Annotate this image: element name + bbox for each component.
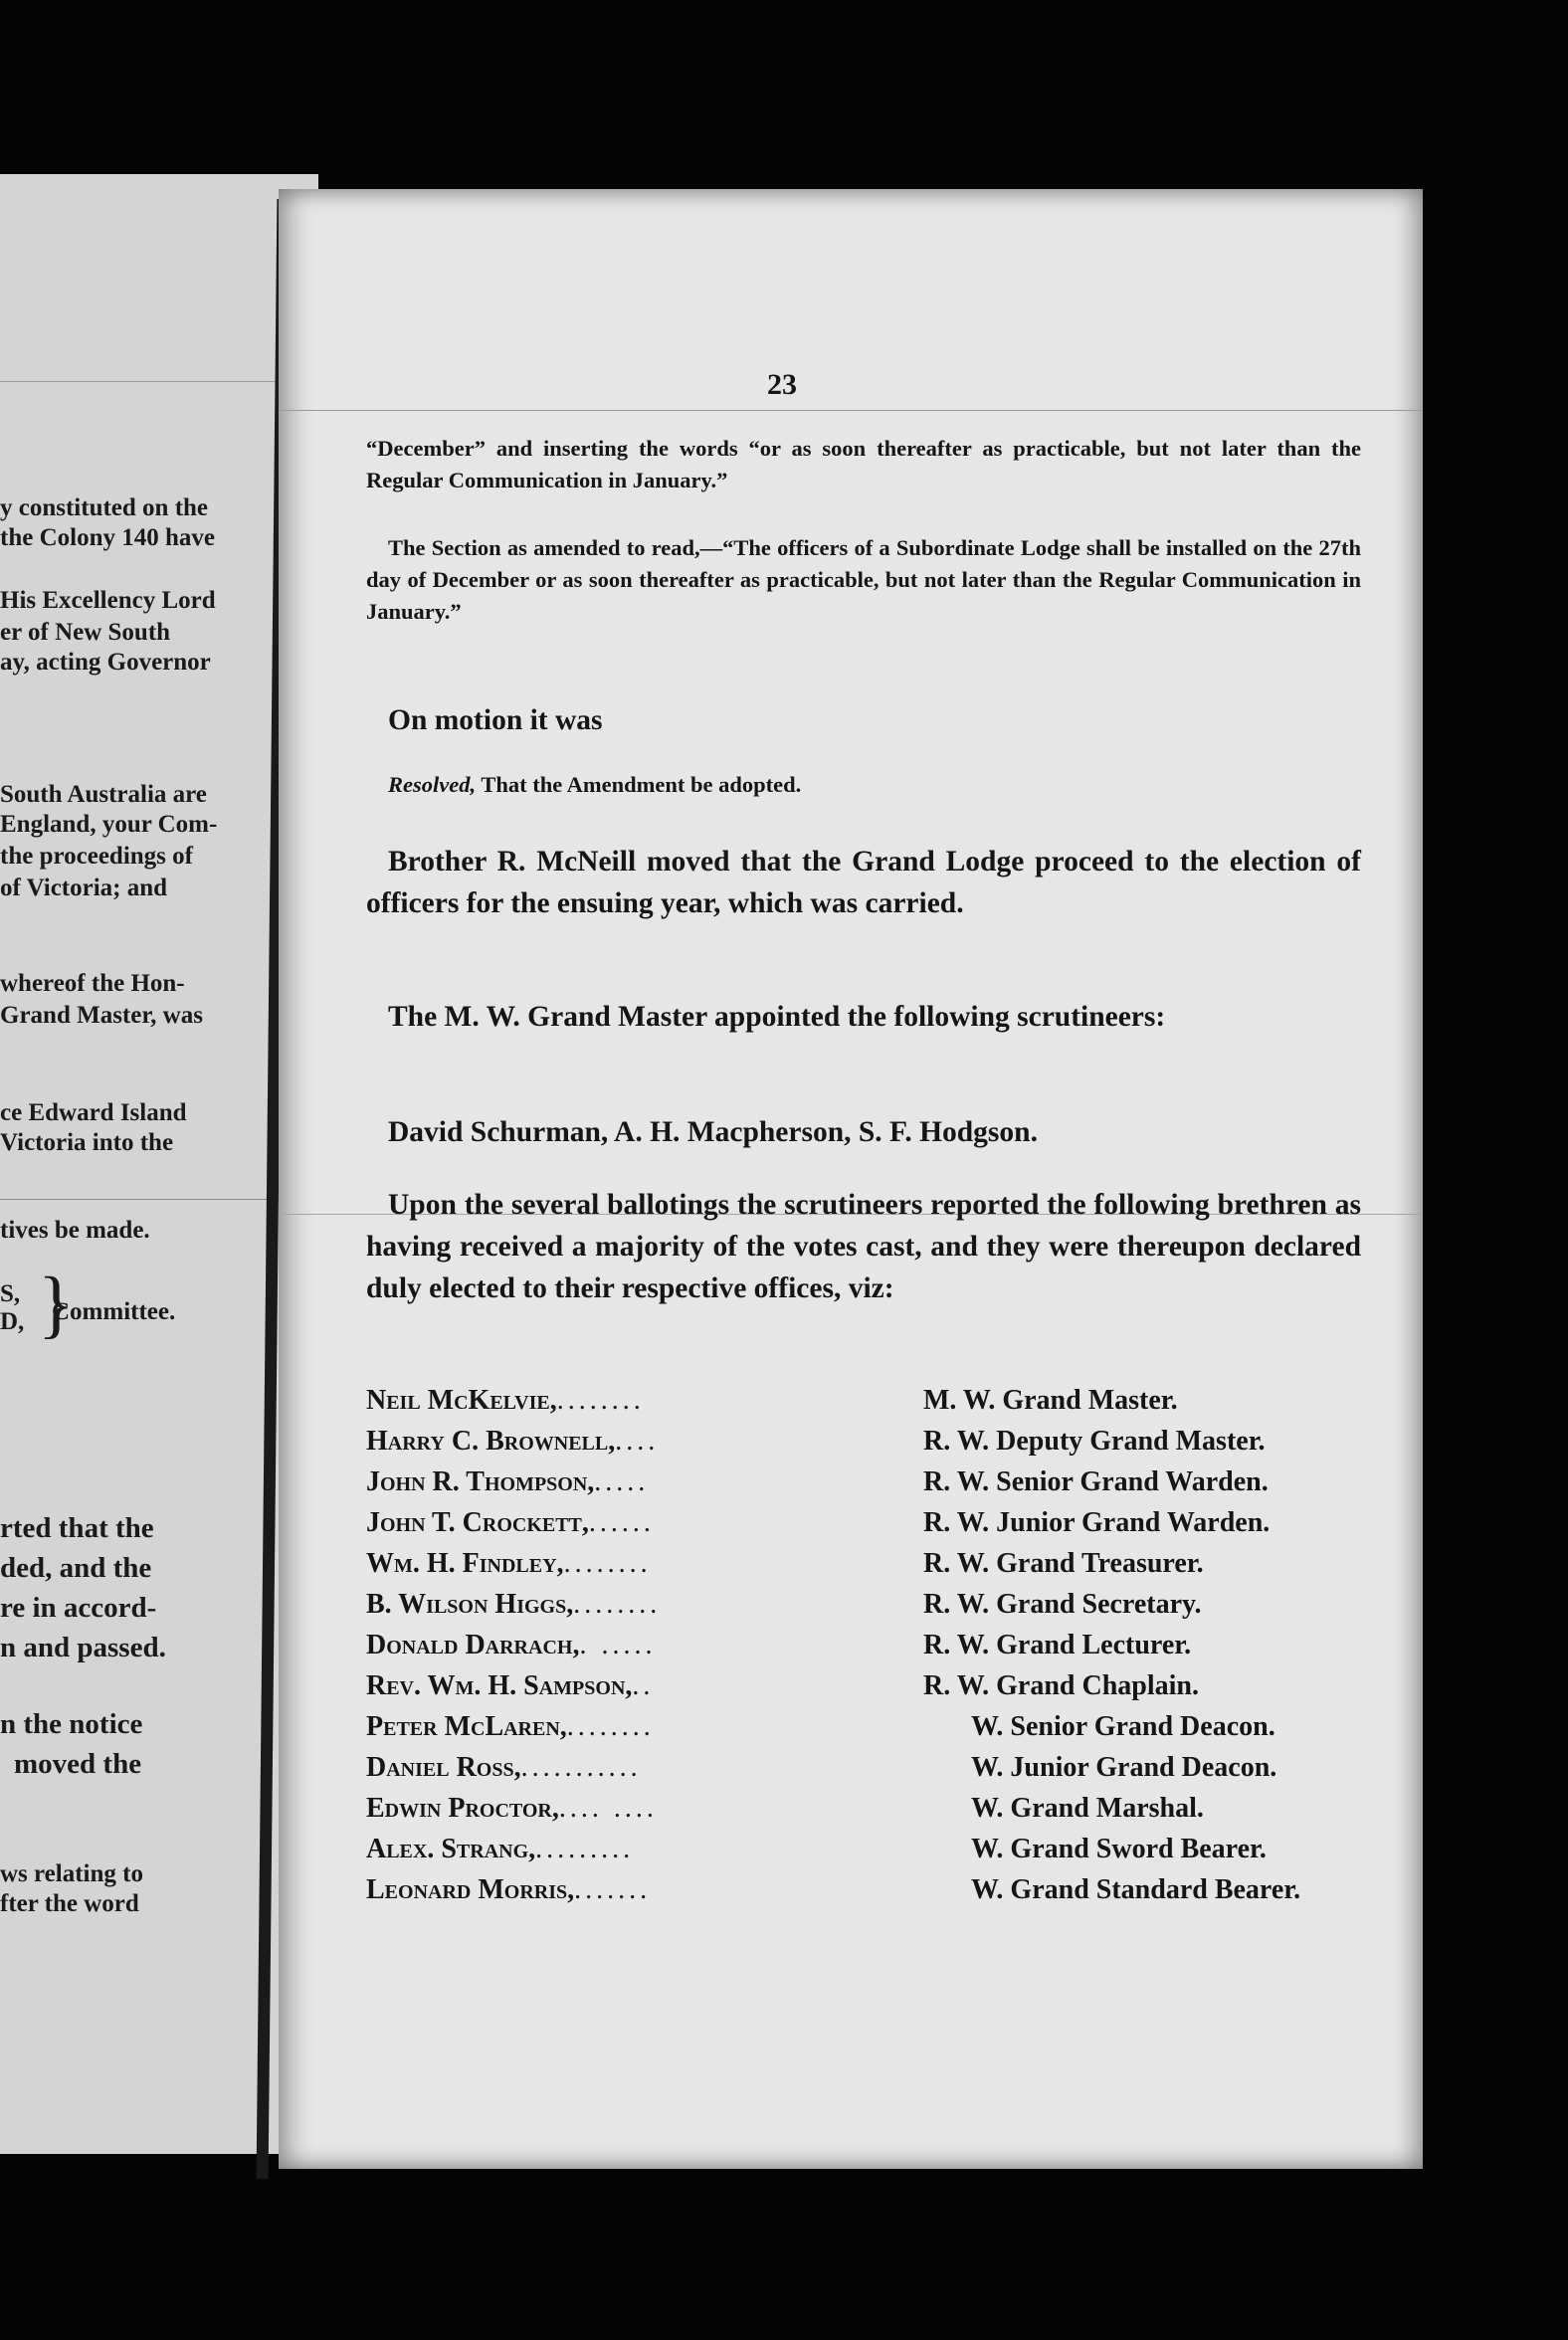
officer-title: R. W. Grand Secretary.: [923, 1589, 1202, 1620]
officer-row: [366, 1834, 1361, 1874]
leader-dots: ........: [573, 1589, 662, 1620]
left-page-line: of Victoria; and: [0, 875, 168, 901]
leader-dots: ........: [556, 1385, 645, 1416]
left-page-line: rted that the: [0, 1512, 154, 1544]
left-page-line: S,: [0, 1280, 21, 1307]
officer-name: John T. Crockett,: [366, 1507, 589, 1538]
left-page-line: n the notice: [0, 1708, 143, 1740]
leader-dots: ...........: [520, 1752, 642, 1783]
leader-dots: . .....: [579, 1630, 657, 1660]
leader-dots: .........: [535, 1834, 635, 1864]
paragraph-ballot-results: Upon the several ballotings the scrutineers reported the following brethren as having received a majority of the votes cast, and they were thereupon declared duly elected to their respective offices, viz:: [366, 1189, 1361, 1304]
paragraph-section-amended: The Section as amended to read,—“The officers of a Subordinate Lodge shall be installed on the 27th day of December or as soon thereafter as practicable, but not later than the Regular Communication in January.”: [366, 535, 1361, 624]
officer-name: Neil McKelvie,: [366, 1385, 557, 1416]
left-page-line: the Colony 140 have: [0, 524, 215, 551]
paragraph-election-motion: Brother R. McNeill moved that the Grand Lodge proceed to the election of officers for the ensuing year, which was carried.: [366, 846, 1361, 919]
header-rule: [279, 410, 1423, 411]
officer-title: W. Grand Marshal.: [971, 1793, 1204, 1824]
page-number: 23: [767, 368, 797, 401]
left-page-line: y constituted on the: [0, 494, 209, 521]
officer-title: R. W. Junior Grand Warden.: [923, 1507, 1271, 1538]
paragraph-amendment-text: “December” and inserting the words “or as soon thereafter as practicable, but not later than the Regular Communication in January.”: [366, 436, 1361, 492]
officer-row: [366, 1385, 1361, 1426]
paragraph-scrutineers: The M. W. Grand Master appointed the following scrutineers:: [388, 1001, 1166, 1033]
resolved-text: That the Amendment be adopted.: [476, 772, 802, 797]
officer-row: [366, 1466, 1361, 1507]
left-page-line: ce Edward Island: [0, 1099, 187, 1126]
officer-name: Alex. Strang,: [366, 1834, 536, 1864]
officer-name: B. Wilson Higgs,: [366, 1589, 574, 1620]
officer-title: W. Grand Standard Bearer.: [971, 1874, 1301, 1905]
officer-name: Harry C. Brownell,: [366, 1426, 616, 1457]
officer-row: [366, 1589, 1361, 1630]
paragraph-scrutineer-names: David Schurman, A. H. Macpherson, S. F. Hodgson.: [388, 1116, 1038, 1148]
left-page-line: n and passed.: [0, 1632, 166, 1663]
officer-name: Rev. Wm. H. Sampson,: [366, 1670, 633, 1701]
officer-row: [366, 1793, 1361, 1834]
resolved-label: Resolved,: [388, 772, 477, 797]
left-page-line: tives be made.: [0, 1217, 150, 1244]
leader-dots: ........: [566, 1711, 655, 1742]
paragraph-resolved: [366, 769, 1361, 801]
officer-row: [366, 1548, 1361, 1589]
officer-name: Daniel Ross,: [366, 1752, 521, 1783]
officer-title: W. Grand Sword Bearer.: [971, 1834, 1267, 1864]
officer-title: R. W. Grand Lecturer.: [923, 1630, 1192, 1660]
officer-title: W. Senior Grand Deacon.: [971, 1711, 1275, 1742]
officer-title: R. W. Grand Treasurer.: [923, 1548, 1204, 1579]
left-page-line: Victoria into the: [0, 1129, 174, 1156]
officer-name: Donald Darrach,: [366, 1630, 580, 1660]
officer-name: John R. Thompson,: [366, 1466, 595, 1497]
officer-title: W. Junior Grand Deacon.: [971, 1752, 1277, 1783]
leader-dots: ........: [563, 1548, 652, 1579]
left-page-line: re in accord-: [0, 1592, 157, 1624]
officers-list: [366, 1385, 1361, 1915]
left-page-line: fter the word: [0, 1890, 139, 1917]
officer-row: [366, 1630, 1361, 1670]
left-page-line: whereof the Hon-: [0, 970, 185, 997]
left-page-line: ded, and the: [0, 1552, 152, 1584]
left-page-line: South Australia are: [0, 781, 207, 808]
officer-row: [366, 1752, 1361, 1793]
left-page-line: Grand Master, was: [0, 1002, 203, 1029]
officer-name: Wm. H. Findley,: [366, 1548, 564, 1579]
leader-dots: ..: [632, 1670, 655, 1701]
officer-name: Peter McLaren,: [366, 1711, 567, 1742]
leader-dots: .... ....: [558, 1793, 658, 1824]
left-page-line: ws relating to: [0, 1860, 143, 1887]
officer-row: [366, 1426, 1361, 1466]
officer-title: M. W. Grand Master.: [923, 1385, 1178, 1416]
left-page-line: D,: [0, 1308, 25, 1335]
right-page: [279, 189, 1423, 2169]
committee-brace: }: [38, 1263, 75, 1346]
officer-name: Leonard Morris,: [366, 1874, 575, 1905]
leader-dots: .....: [594, 1466, 650, 1497]
leader-dots: ....: [615, 1426, 660, 1457]
header-rule-left: [0, 381, 318, 382]
officer-title: R. W. Grand Chaplain.: [923, 1670, 1199, 1701]
leader-dots: ......: [588, 1507, 655, 1538]
left-page-line: the proceedings of: [0, 843, 193, 870]
left-page-line: er of New South: [0, 619, 171, 646]
officer-row: [366, 1507, 1361, 1548]
left-page-line: Committee.: [52, 1298, 176, 1325]
officer-row: [366, 1670, 1361, 1711]
left-page-line: His Excellency Lord: [0, 587, 216, 614]
left-page-line: moved the: [14, 1748, 142, 1780]
officer-row: [366, 1874, 1361, 1915]
paragraph-on-motion: On motion it was: [388, 704, 603, 736]
officer-name: Edwin Proctor,: [366, 1793, 559, 1824]
officer-title: R. W. Deputy Grand Master.: [923, 1426, 1266, 1457]
left-page-line: England, your Com-: [0, 811, 218, 838]
officer-row: [366, 1711, 1361, 1752]
leader-dots: .......: [574, 1874, 652, 1905]
officer-title: R. W. Senior Grand Warden.: [923, 1466, 1269, 1497]
left-page-line: ay, acting Governor: [0, 649, 211, 676]
